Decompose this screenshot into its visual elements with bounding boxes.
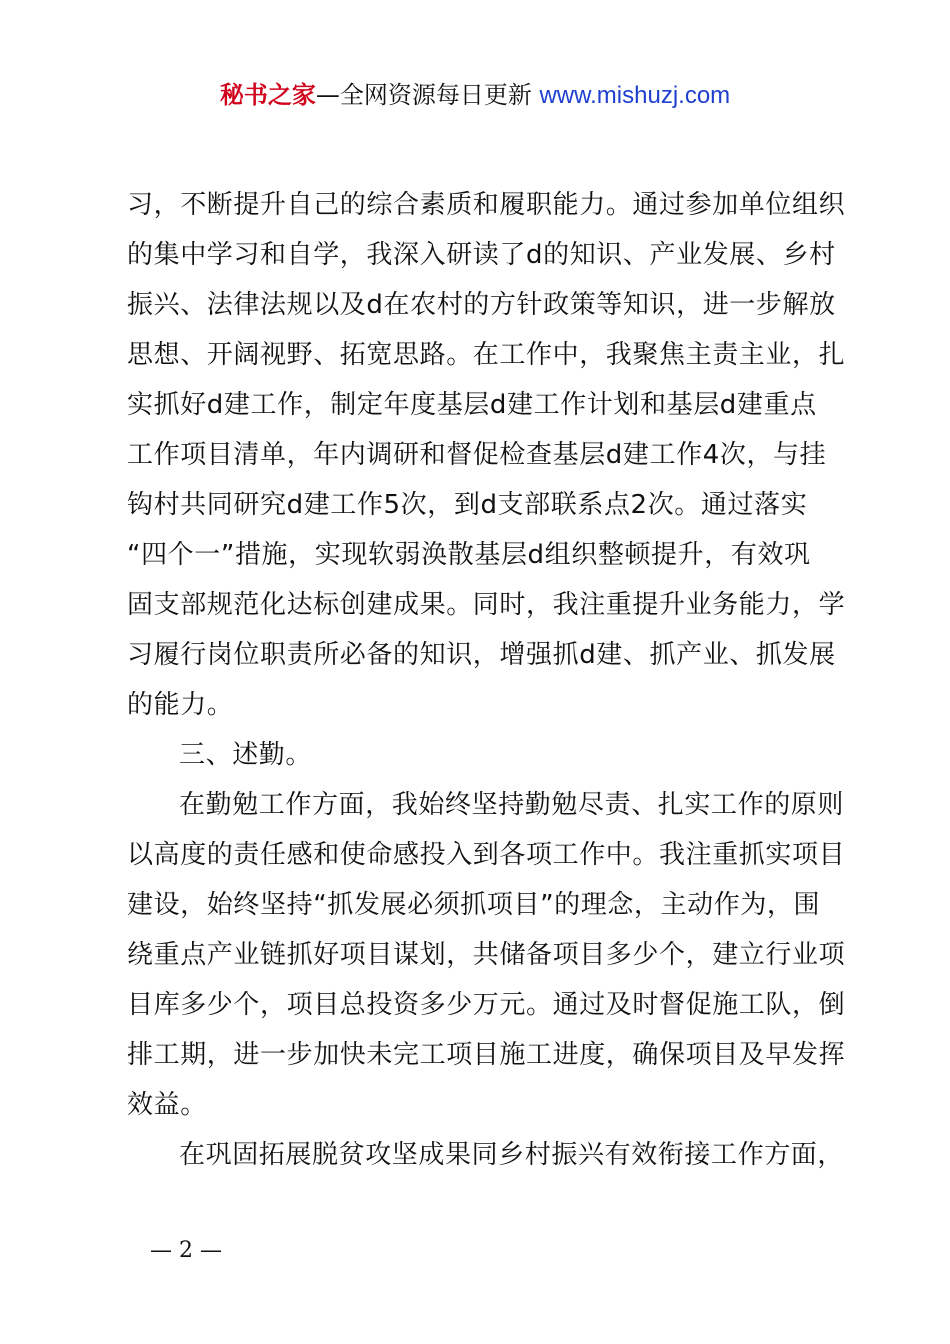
text-line: 的能力。 [127, 690, 234, 720]
text-line: 固支部规范化达标创建成果。同时，我注重提升业务能力，学 [127, 590, 846, 620]
text-line: 建设，始终坚持“抓发展必须抓项目”的理念，主动作为，围 [127, 890, 821, 920]
text-line: 在巩固拓展脱贫攻坚成果同乡村振兴有效衔接工作方面， [179, 1140, 845, 1170]
section-heading: 三、述勤。 [179, 740, 313, 770]
header-brand: 秘书之家 [219, 81, 316, 109]
text-line: 振兴、法律法规以及d在农村的方针政策等知识，进一步解放 [127, 290, 836, 320]
text-line: 目库多少个，项目总投资多少万元。通过及时督促施工队，倒 [127, 990, 846, 1020]
page-number: — 2 — [150, 1238, 222, 1263]
text-line: 效益。 [127, 1090, 207, 1120]
text-line: 以高度的责任感和使命感投入到各项工作中。我注重抓实项目 [127, 840, 846, 870]
text-line: 绕重点产业链抓好项目谋划，共储备项目多少个，建立行业项 [127, 940, 846, 970]
text-line: 习，不断提升自己的综合素质和履职能力。通过参加单位组织 [127, 190, 846, 220]
text-line: 在勤勉工作方面，我始终坚持勤勉尽责、扎实工作的原则 [179, 790, 845, 820]
text-line: 排工期，进一步加快未完工项目施工进度，确保项目及早发挥 [127, 1040, 846, 1070]
text-line: 的集中学习和自学，我深入研读了d的知识、产业发展、乡村 [127, 240, 836, 270]
text-line: 习履行岗位职责所必备的知识，增强抓d建、抓产业、抓发展 [127, 640, 836, 670]
text-line: 思想、开阔视野、拓宽思路。在工作中，我聚焦主责主业，扎 [127, 340, 846, 370]
page-header [0, 78, 950, 113]
text-line: “四个一”措施，实现软弱涣散基层d组织整顿提升，有效巩 [127, 540, 811, 570]
document-body [127, 180, 847, 1180]
header-site-link[interactable]: www.mishuzj.com [539, 82, 731, 109]
text-line: 工作项目清单，年内调研和督促检查基层d建工作4次，与挂 [127, 440, 827, 470]
text-line: 钩村共同研究d建工作5次，到d支部联系点2次。通过落实 [127, 490, 808, 520]
text-line: 实抓好d建工作，制定年度基层d建工作计划和基层d建重点 [127, 390, 817, 420]
header-tagline: —全网资源每日更新 [315, 81, 540, 109]
